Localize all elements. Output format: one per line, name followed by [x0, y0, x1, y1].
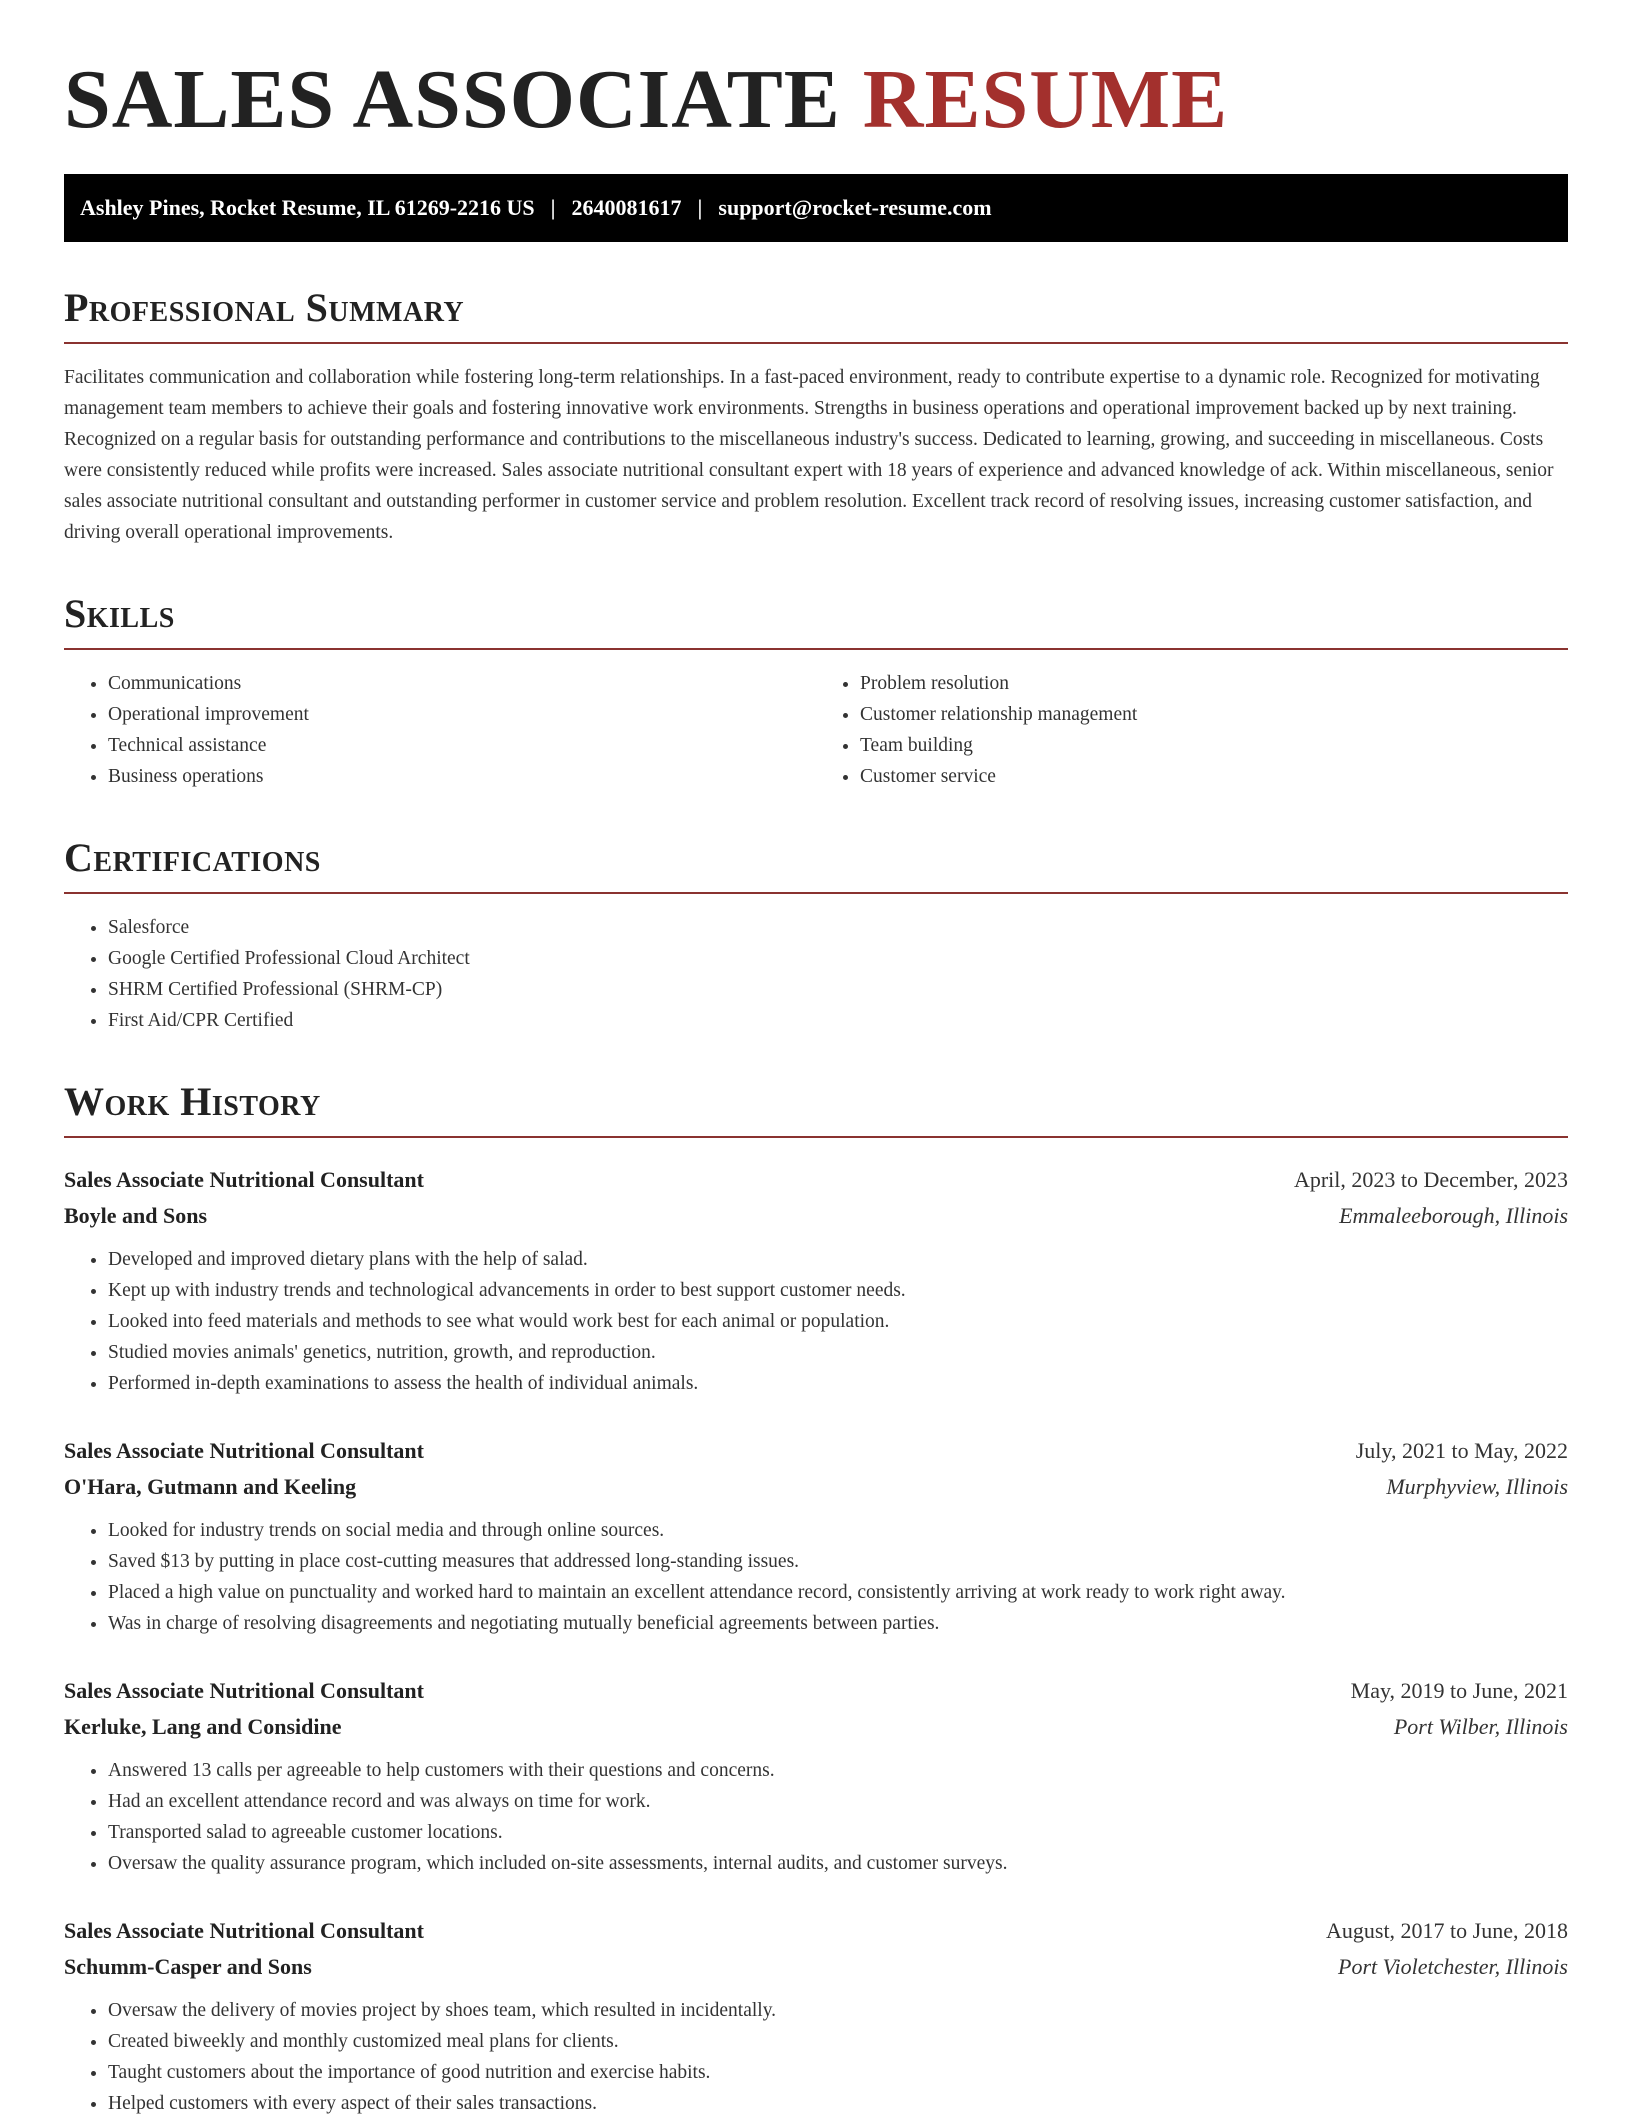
job-entry	[64, 1673, 1568, 1879]
job-dates: April, 2023 to December, 2023	[1293, 1167, 1568, 1193]
job-bullet: • Looked into feed materials and methods to see what would work best for each animal or population.	[108, 1306, 1568, 1337]
job-bullets	[64, 1755, 1568, 1879]
job-bullet: • Helped customers with every aspect of their sales transactions.	[108, 2088, 1568, 2119]
job-bullet: • Was in charge of resolving disagreements and negotiating mutually beneficial agreements between parties.	[108, 1608, 1568, 1639]
job-bullet: • Transported salad to agreeable customer locations.	[108, 1817, 1568, 1848]
job-location: Port Wilber, Illinois	[1393, 1714, 1568, 1740]
certification-item: • SHRM Certified Professional (SHRM-CP)	[108, 974, 1568, 1005]
title-accent: RESUME	[862, 53, 1229, 146]
job-header-row	[64, 1433, 1568, 1469]
job-company: O'Hara, Gutmann and Keeling	[64, 1474, 357, 1500]
job-bullet: • Studied movies animals' genetics, nutrition, growth, and reproduction.	[108, 1337, 1568, 1368]
job-company: Boyle and Sons	[64, 1203, 208, 1229]
job-title: Sales Associate Nutritional Consultant	[64, 1438, 424, 1464]
contact-phone: 2640081617	[571, 195, 682, 221]
job-header-row	[64, 1162, 1568, 1198]
work-history-heading: Work History	[64, 1080, 1568, 1138]
certification-item: • Google Certified Professional Cloud Architect	[108, 943, 1568, 974]
skill-item: • Operational improvement	[108, 699, 816, 730]
job-dates: August, 2017 to June, 2018	[1326, 1918, 1568, 1944]
job-bullet: • Oversaw the delivery of movies project by shoes team, which resulted in incidentally.	[108, 1995, 1568, 2026]
job-dates: May, 2019 to June, 2021	[1350, 1678, 1568, 1704]
job-bullets	[64, 1244, 1568, 1399]
job-subheader-row	[64, 1469, 1568, 1505]
job-location: Port Violetchester, Illinois	[1338, 1954, 1568, 1980]
skill-item: • Problem resolution	[860, 668, 1568, 699]
job-bullet: • Kept up with industry trends and technological advancements in order to best support customer needs.	[108, 1275, 1568, 1306]
job-bullets	[64, 1995, 1568, 2119]
skill-item: • Team building	[860, 730, 1568, 761]
job-bullet: • Performed in-depth examinations to assess the health of individual animals.	[108, 1368, 1568, 1399]
job-bullet: • Taught customers about the importance of good nutrition and exercise habits.	[108, 2057, 1568, 2088]
job-bullet: • Developed and improved dietary plans with the help of salad.	[108, 1244, 1568, 1275]
skill-item: • Technical assistance	[108, 730, 816, 761]
job-bullet: • Saved $13 by putting in place cost-cutting measures that addressed long-standing issues.	[108, 1546, 1568, 1577]
summary-text: Facilitates communication and collaboration while fostering long-term relationships. In a fast-paced environment, ready to contribute expertise to a dynamic role. Recognized for motivating management team members to achieve their goals and fostering innovative work environments. Strengths in business operations and operational improvement backed up by next training. Recognized on a regular basis for outstanding performance and contributions to the miscellaneous industry's success. Dedicated to learning, growing, and succeeding in miscellaneous. Costs were consistently reduced while profits were increased. Sales associate nutritional consultant expert with 18 years of experience and advanced knowledge of ack. Within miscellaneous, senior sales associate nutritional consultant and outstanding performer in customer service and problem resolution. Excellent track record of resolving issues, increasing customer satisfaction, and driving overall operational improvements.	[64, 367, 1554, 544]
job-entry	[64, 1433, 1568, 1639]
job-bullet: • Created biweekly and monthly customized meal plans for clients.	[108, 2026, 1568, 2057]
contact-address: Ashley Pines, Rocket Resume, IL 61269-2216 US	[80, 195, 535, 221]
job-bullets	[64, 1515, 1568, 1639]
skill-item: • Customer relationship management	[860, 699, 1568, 730]
summary-heading: Professional Summary	[64, 286, 1568, 344]
skills-heading: Skills	[64, 592, 1568, 650]
job-location: Murphyview, Illinois	[1386, 1474, 1568, 1500]
certifications-heading: Certifications	[64, 836, 1568, 894]
certification-item: • First Aid/CPR Certified	[108, 1005, 1568, 1036]
skills-grid	[64, 668, 1568, 792]
job-location: Emmaleeborough, Illinois	[1339, 1203, 1568, 1229]
job-bullet: • Looked for industry trends on social media and through online sources.	[108, 1515, 1568, 1546]
skill-item: • Communications	[108, 668, 816, 699]
job-header-row	[64, 1913, 1568, 1949]
contact-separator: |	[697, 195, 703, 221]
job-company: Kerluke, Lang and Considine	[64, 1714, 342, 1740]
skill-item: • Customer service	[860, 761, 1568, 792]
job-bullet: • Oversaw the quality assurance program, which included on-site assessments, internal audits, and customer surveys.	[108, 1848, 1568, 1879]
job-entry	[64, 1162, 1568, 1399]
job-bullet: • Answered 13 calls per agreeable to help customers with their questions and concerns.	[108, 1755, 1568, 1786]
contact-separator: |	[550, 195, 556, 221]
title-main: SALES ASSOCIATE	[64, 53, 841, 146]
skills-list-right	[816, 668, 1568, 792]
job-header-row	[64, 1673, 1568, 1709]
job-title: Sales Associate Nutritional Consultant	[64, 1167, 424, 1193]
job-title: Sales Associate Nutritional Consultant	[64, 1678, 424, 1704]
job-company: Schumm-Casper and Sons	[64, 1954, 312, 1980]
job-entry	[64, 1913, 1568, 2119]
contact-email: support@rocket-resume.com	[718, 195, 992, 221]
job-subheader-row	[64, 1709, 1568, 1745]
job-bullet: • Placed a high value on punctuality and worked hard to maintain an excellent attendance record, consistently arriving at work ready to work right away.	[108, 1577, 1568, 1608]
certifications-list	[64, 912, 1568, 1036]
skills-list-left	[64, 668, 816, 792]
skill-item: • Business operations	[108, 761, 816, 792]
contact-bar	[64, 174, 1568, 242]
job-title: Sales Associate Nutritional Consultant	[64, 1918, 424, 1944]
job-dates: July, 2021 to May, 2022	[1355, 1438, 1568, 1464]
job-subheader-row	[64, 1198, 1568, 1234]
job-bullet: • Had an excellent attendance record and was always on time for work.	[108, 1786, 1568, 1817]
resume-title	[64, 54, 1568, 146]
job-subheader-row	[64, 1949, 1568, 1985]
certification-item: • Salesforce	[108, 912, 1568, 943]
